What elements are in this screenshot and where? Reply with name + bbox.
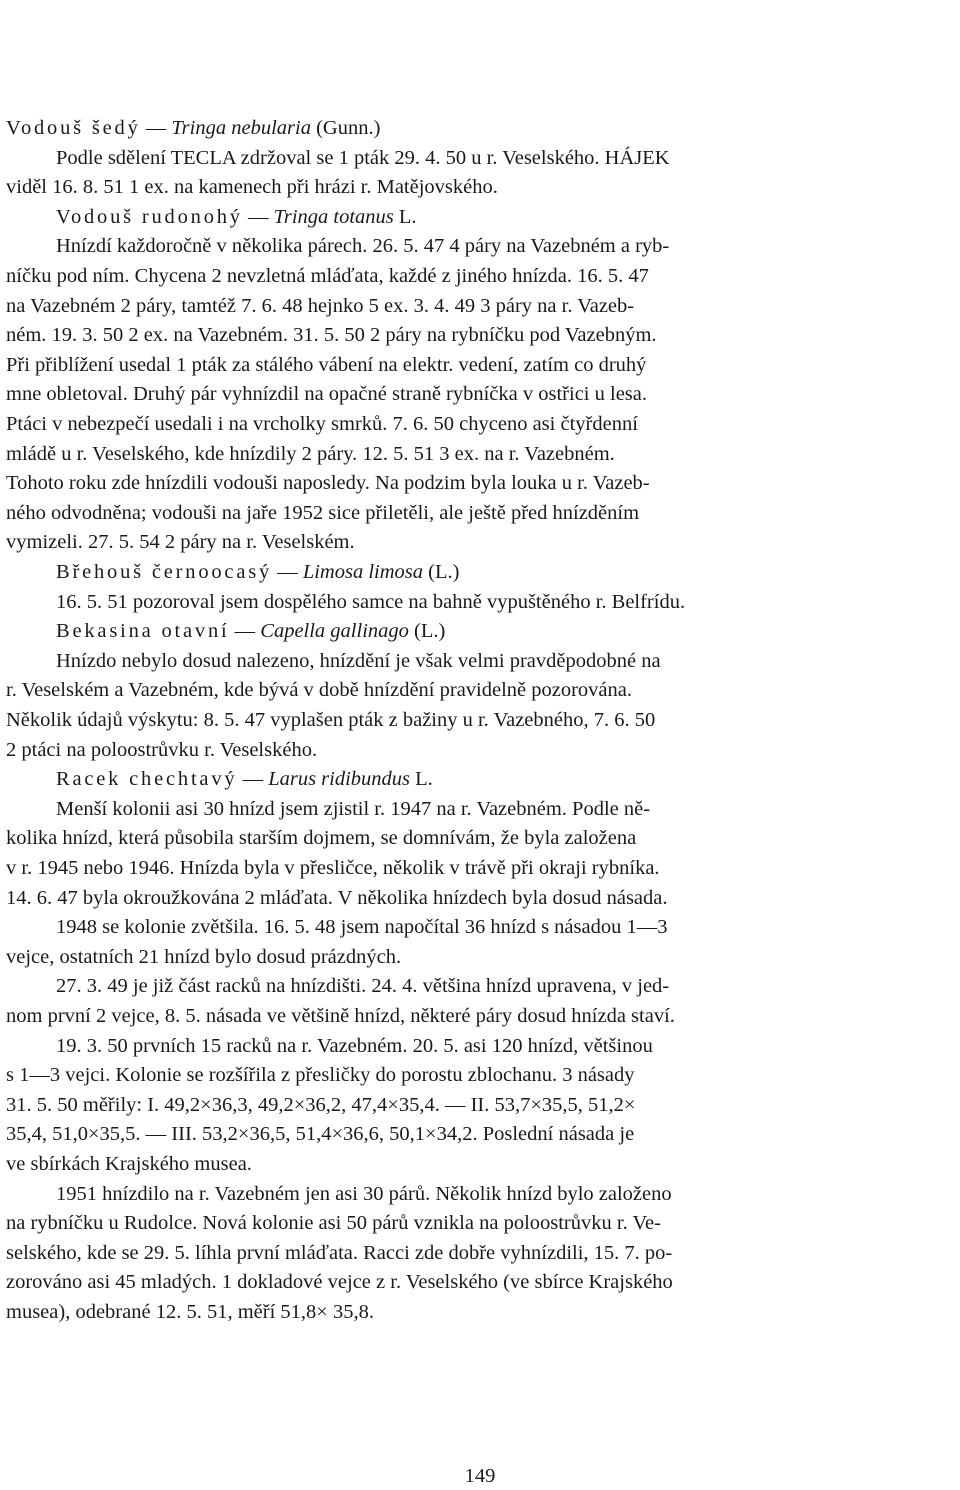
text-line xyxy=(6,114,380,142)
text-line xyxy=(56,232,669,260)
species-name: Bekasina otavní xyxy=(56,620,230,643)
text-segment: ném. 19. 3. 50 2 ex. na Vazebném. 31. 5. 50 2 páry na rybníčku pod Vazebným. xyxy=(6,324,657,347)
text-line xyxy=(6,410,638,438)
species-name: Racek chechtavý xyxy=(56,768,238,791)
text-line xyxy=(6,1061,635,1089)
text-segment: selského, kde se 29. 5. líhla první mláďata. Racci zde dobře vyhnízdili, 15. 7. po- xyxy=(6,1241,673,1264)
text-segment: Menší kolonii asi 30 hnízd jsem zjistil r. 1947 na r. Vazebném. Podle ně- xyxy=(56,797,651,820)
text-line xyxy=(6,173,498,201)
text-segment: 31. 5. 50 měřily: I. 49,2×36,3, 49,2×36,2, 47,4×35,4. — II. 53,7×35,5, 51,2× xyxy=(6,1093,636,1116)
text-segment: níčku pod ním. Chycena 2 nevzletná mláďata, každé z jiného hnízda. 16. 5. 47 xyxy=(6,265,649,287)
text-segment: mládě u r. Veselského, kde hnízdily 2 páry. 12. 5. 51 3 ex. na r. Vazebném. xyxy=(6,442,615,465)
text-line xyxy=(6,262,649,290)
text-segment: (L.) xyxy=(423,561,460,583)
text-line xyxy=(56,588,685,616)
text-segment: — xyxy=(229,620,261,643)
text-line xyxy=(56,795,650,823)
text-segment: — xyxy=(242,205,274,228)
text-segment: 16. 5. 51 pozoroval jsem dospělého samce na bahně vypuštěného r. Belfrídu. xyxy=(56,590,686,613)
latin-name: Capella gallinago xyxy=(260,620,409,643)
text-segment: ve sbírkách Krajského musea. xyxy=(6,1153,252,1175)
text-line xyxy=(6,1298,374,1326)
text-segment: na rybníčku u Rudolce. Nová kolonie asi 50 párů vznikla na poloostrůvku r. Ve- xyxy=(6,1212,661,1235)
text-segment: r. Veselském a Vazebném, kde bývá v době hnízdění pravidelně pozorována. xyxy=(6,679,633,702)
text-line xyxy=(6,528,355,556)
text-segment: — xyxy=(140,117,172,139)
text-line xyxy=(6,706,655,734)
text-line xyxy=(6,1268,673,1296)
text-line xyxy=(6,469,650,497)
text-line xyxy=(56,617,445,645)
text-line xyxy=(6,1239,672,1267)
text-line xyxy=(56,203,417,231)
text-segment: 2 ptáci na poloostrůvku r. Veselského. xyxy=(6,738,318,761)
text-segment: ného odvodněna; vodouši na jaře 1952 sice přiletěli, ale ještě před hnízděním xyxy=(6,501,640,524)
text-segment: 14. 6. 47 byla okroužkována 2 mláďata. V několika hnízdech byla dosud násada. xyxy=(6,886,668,909)
text-line xyxy=(6,499,639,527)
text-segment: Při přiblížení usedal 1 pták za stálého vábení na elektr. vedení, zatím co druhý xyxy=(6,353,647,376)
text-segment: — xyxy=(272,561,303,583)
text-line xyxy=(6,1150,252,1178)
species-name: Vodouš šedý xyxy=(6,117,141,139)
species-name: Vodouš rudonohý xyxy=(56,205,243,228)
text-segment: 19. 3. 50 prvních 15 racků na r. Vazebném. 20. 5. asi 120 hnízd, většinou xyxy=(56,1034,653,1057)
text-segment: L. xyxy=(410,768,433,791)
latin-name: Tringa totanus xyxy=(273,205,394,228)
latin-name: Tringa nebularia xyxy=(171,117,311,139)
text-segment: musea), odebrané 12. 5. 51, měří 51,8× 35,8. xyxy=(6,1301,374,1323)
text-line xyxy=(6,380,647,408)
text-line xyxy=(56,647,661,675)
text-line xyxy=(56,972,669,1000)
text-line xyxy=(6,884,668,912)
text-line xyxy=(6,1120,634,1148)
text-segment: nom první 2 vejce, 8. 5. násada ve většině hnízd, některé páry dosud hnízda staví. xyxy=(6,1005,675,1027)
text-segment: vejce, ostatních 21 hnízd bylo dosud prázdných. xyxy=(6,945,402,968)
text-segment: L. xyxy=(393,205,417,228)
text-line xyxy=(56,1180,672,1208)
text-line xyxy=(6,351,646,379)
text-segment: Podle sdělení TECLA zdržoval se 1 pták 29. 4. 50 u r. Veselského. HÁJEK xyxy=(56,146,670,169)
text-segment: Hnízdí každoročně v několika párech. 26. 5. 47 4 páry na Vazebném a ryb- xyxy=(56,235,670,258)
text-line xyxy=(6,1002,675,1030)
text-segment: Tohoto roku zde hnízdili vodouši naposledy. Na podzim byla louka u r. Vazeb- xyxy=(6,472,650,495)
text-segment: (Gunn.) xyxy=(310,117,381,139)
text-line xyxy=(6,292,634,320)
latin-name: Limosa limosa xyxy=(302,561,423,583)
text-segment: 35,4, 51,0×35,5. — III. 53,2×36,5, 51,4×36,6, 50,1×34,2. Poslední násada je xyxy=(6,1123,635,1146)
text-line xyxy=(6,321,657,349)
text-line xyxy=(6,736,317,764)
text-segment: (L.) xyxy=(408,620,446,643)
text-line xyxy=(56,144,670,172)
text-segment: Hnízdo nebylo dosud nalezeno, hnízdění je však velmi pravděpodobné na xyxy=(56,649,661,672)
text-segment: zorováno asi 45 mladých. 1 dokladové vejce z r. Veselského (ve sbírce Krajského xyxy=(6,1271,673,1294)
text-segment: 1951 hnízdilo na r. Vazebném jen asi 30 párů. Několik hnízd bylo založeno xyxy=(56,1182,672,1205)
text-segment: kolika hnízd, která působila starším dojmem, se domnívám, že byla založena xyxy=(6,827,637,850)
text-segment: 27. 3. 49 je již část racků na hnízdišti. 24. 4. většina hnízd upravena, v jed- xyxy=(56,975,670,998)
page-number: 149 xyxy=(464,1465,496,1487)
text-segment: na Vazebném 2 páry, tamtéž 7. 6. 48 hejnko 5 ex. 3. 4. 49 3 páry na r. Vazeb- xyxy=(6,294,635,317)
text-line xyxy=(56,765,433,793)
latin-name: Larus ridibundus xyxy=(268,768,411,791)
text-line xyxy=(6,676,632,704)
text-segment: Ptáci v nebezpečí usedali i na vrcholky smrků. 7. 6. 50 chyceno asi čtyřdenní xyxy=(6,413,638,435)
text-segment: viděl 16. 8. 51 1 ex. na kamenech při hrázi r. Matějovského. xyxy=(6,176,498,199)
text-line xyxy=(56,558,459,586)
text-line xyxy=(6,943,401,971)
text-segment: Několik údajů výskytu: 8. 5. 47 vyplašen pták z bažiny u r. Vazebného, 7. 6. 50 xyxy=(6,709,656,731)
text-segment: s 1—3 vejci. Kolonie se rozšířila z přesličky do porostu zblochanu. 3 násady xyxy=(6,1064,635,1087)
text-segment: vymizeli. 27. 5. 54 2 páry na r. Veselském. xyxy=(6,531,355,554)
text-line xyxy=(6,1209,661,1237)
text-line xyxy=(6,440,615,468)
text-line xyxy=(6,824,636,852)
text-segment: 1948 se kolonie zvětšila. 16. 5. 48 jsem napočítal 36 hnízd s násadou 1—3 xyxy=(56,916,668,939)
text-segment: v r. 1945 nebo 1946. Hnízda byla v přesličce, několik v trávě při okraji rybníka. xyxy=(6,857,660,879)
species-name: Břehouš černoocasý xyxy=(56,561,273,583)
text-segment: mne obletoval. Druhý pár vyhnízdil na opačné straně rybníčka v ostřici u lesa. xyxy=(6,383,647,406)
text-segment: — xyxy=(237,768,269,791)
text-line xyxy=(56,1032,653,1060)
text-line xyxy=(6,1091,636,1119)
text-line xyxy=(56,913,667,941)
text-line xyxy=(6,854,660,882)
